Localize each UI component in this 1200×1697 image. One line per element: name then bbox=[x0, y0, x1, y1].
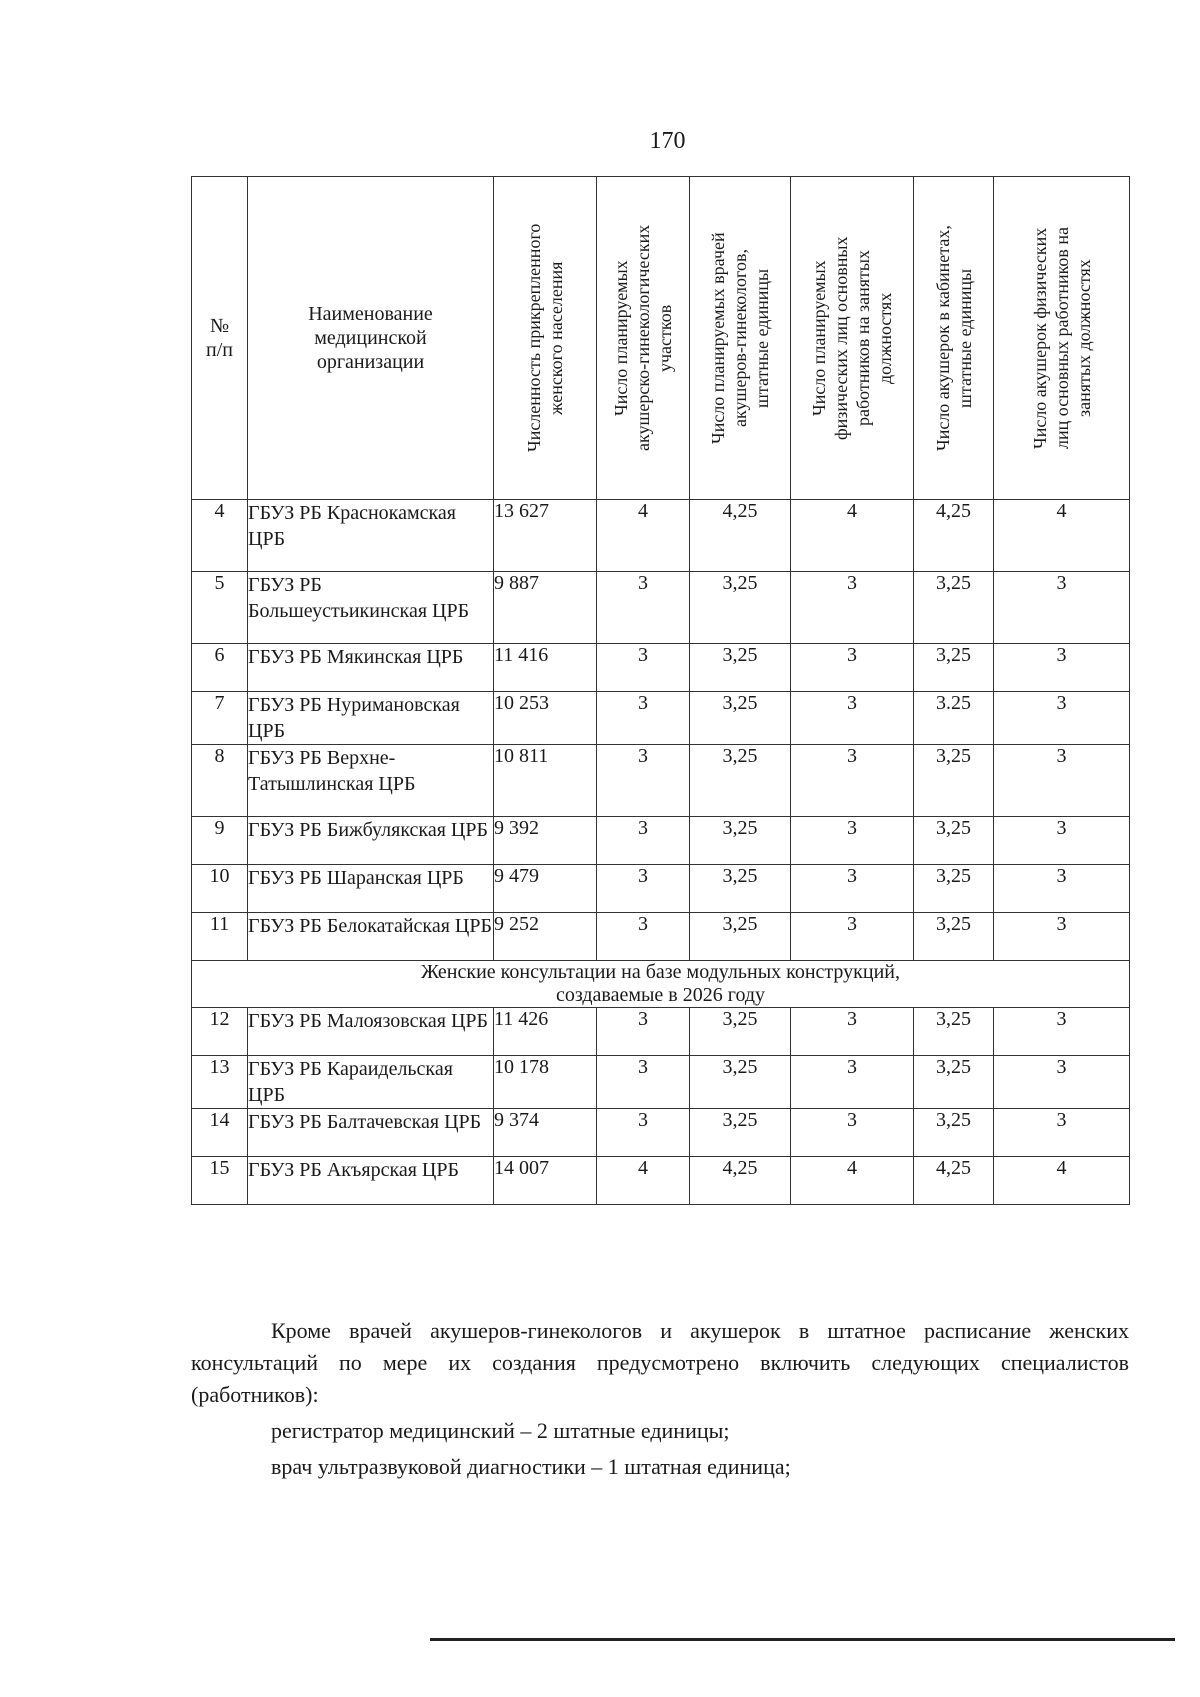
population-cell: 9 479 bbox=[494, 865, 597, 913]
midwives-units-cell: 3,25 bbox=[914, 817, 994, 865]
sites-cell: 4 bbox=[597, 1157, 690, 1205]
doctors-units-cell: 3,25 bbox=[690, 913, 791, 961]
sites-cell: 3 bbox=[597, 572, 690, 644]
organization-name: ГБУЗ РБ Бижбулякская ЦРБ bbox=[248, 817, 494, 865]
row-number: 14 bbox=[192, 1109, 248, 1157]
table-row bbox=[192, 913, 1130, 961]
midwives-units-cell: 3,25 bbox=[914, 913, 994, 961]
midwives-persons-cell: 3 bbox=[994, 865, 1130, 913]
table-row bbox=[192, 745, 1130, 817]
doctors-persons-cell: 3 bbox=[791, 692, 914, 745]
organization-name: ГБУЗ РБ Мякинская ЦРБ bbox=[248, 644, 494, 692]
sites-cell: 3 bbox=[597, 913, 690, 961]
table-row bbox=[192, 817, 1130, 865]
table-row bbox=[192, 500, 1130, 572]
doctors-units-cell: 3,25 bbox=[690, 644, 791, 692]
doctors-persons-cell: 3 bbox=[791, 865, 914, 913]
midwives-persons-cell: 3 bbox=[994, 1008, 1130, 1056]
population-cell: 9 887 bbox=[494, 572, 597, 644]
population-cell: 14 007 bbox=[494, 1157, 597, 1205]
doctors-persons-cell: 3 bbox=[791, 1109, 914, 1157]
doctors-persons-cell: 4 bbox=[791, 500, 914, 572]
population-cell: 11 416 bbox=[494, 644, 597, 692]
list-item: врач ультразвуковой диагностики – 1 штатная единица; bbox=[271, 1454, 791, 1479]
doctors-units-cell: 3,25 bbox=[690, 817, 791, 865]
header-sites: Число планируемых акушерско-гинекологических участков bbox=[597, 177, 690, 500]
row-number: 7 bbox=[192, 692, 248, 745]
row-number: 13 bbox=[192, 1056, 248, 1109]
doctors-units-cell: 3,25 bbox=[690, 1008, 791, 1056]
doctors-units-cell: 4,25 bbox=[690, 500, 791, 572]
population-cell: 13 627 bbox=[494, 500, 597, 572]
midwives-persons-cell: 3 bbox=[994, 1109, 1130, 1157]
doctors-persons-cell: 3 bbox=[791, 817, 914, 865]
sites-cell: 3 bbox=[597, 644, 690, 692]
row-number: 15 bbox=[192, 1157, 248, 1205]
organization-name: ГБУЗ РБ Акъярская ЦРБ bbox=[248, 1157, 494, 1205]
doctors-units-cell: 4,25 bbox=[690, 1157, 791, 1205]
organization-name: ГБУЗ РБ Краснокамская ЦРБ bbox=[248, 500, 494, 572]
body-text bbox=[191, 1315, 1129, 1483]
table-body-b bbox=[192, 1008, 1130, 1205]
organization-name: ГБУЗ РБ Шаранская ЦРБ bbox=[248, 865, 494, 913]
doctors-units-cell: 3,25 bbox=[690, 745, 791, 817]
doctors-units-cell: 3,25 bbox=[690, 572, 791, 644]
table-body-a bbox=[192, 500, 1130, 961]
organization-name: ГБУЗ РБ Караидельская ЦРБ bbox=[248, 1056, 494, 1109]
header-midwives-persons: Число акушерок физических лиц основных работников на занятых должностях bbox=[994, 177, 1130, 500]
sites-cell: 3 bbox=[597, 817, 690, 865]
midwives-persons-cell: 3 bbox=[994, 745, 1130, 817]
midwives-units-cell: 3,25 bbox=[914, 865, 994, 913]
population-cell: 9 374 bbox=[494, 1109, 597, 1157]
doctors-persons-cell: 3 bbox=[791, 644, 914, 692]
table-row bbox=[192, 572, 1130, 644]
organization-name: ГБУЗ РБ Малоязовская ЦРБ bbox=[248, 1008, 494, 1056]
midwives-units-cell: 4,25 bbox=[914, 500, 994, 572]
section-row bbox=[192, 961, 1130, 1008]
section-title: Женские консультации на базе модульных конструкций, создаваемые в 2026 году bbox=[192, 961, 1130, 1008]
sites-cell: 3 bbox=[597, 1056, 690, 1109]
doctors-units-cell: 3,25 bbox=[690, 692, 791, 745]
row-number: 12 bbox=[192, 1008, 248, 1056]
organization-name: ГБУЗ РБ Балтачевская ЦРБ bbox=[248, 1109, 494, 1157]
midwives-persons-cell: 3 bbox=[994, 817, 1130, 865]
doctors-persons-cell: 3 bbox=[791, 1008, 914, 1056]
bottom-rule bbox=[430, 1638, 1175, 1641]
sites-cell: 4 bbox=[597, 500, 690, 572]
population-cell: 10 811 bbox=[494, 745, 597, 817]
doctors-persons-cell: 3 bbox=[791, 1056, 914, 1109]
doctors-units-cell: 3,25 bbox=[690, 1109, 791, 1157]
header-doctors-units: Число планируемых врачей акушеров-гинекологов, штатные единицы bbox=[690, 177, 791, 500]
doctors-persons-cell: 3 bbox=[791, 913, 914, 961]
midwives-persons-cell: 4 bbox=[994, 500, 1130, 572]
sites-cell: 3 bbox=[597, 692, 690, 745]
organization-name: ГБУЗ РБ Нуримановская ЦРБ bbox=[248, 692, 494, 745]
table-row bbox=[192, 1157, 1130, 1205]
header-name: Наименование медицинской организации bbox=[248, 177, 494, 500]
table-row bbox=[192, 644, 1130, 692]
staffing-table bbox=[191, 176, 1130, 1205]
table-row bbox=[192, 865, 1130, 913]
doctors-persons-cell: 4 bbox=[791, 1157, 914, 1205]
midwives-units-cell: 3,25 bbox=[914, 1109, 994, 1157]
midwives-persons-cell: 4 bbox=[994, 1157, 1130, 1205]
table-row bbox=[192, 692, 1130, 745]
staffing-paragraph: Кроме врачей акушеров-гинекологов и акушерок в штатное расписание женских консультаций по мере их создания предусмотрено включить следующих специалистов (работников): bbox=[191, 1318, 1129, 1407]
sites-cell: 3 bbox=[597, 745, 690, 817]
table-row bbox=[192, 1008, 1130, 1056]
doctors-units-cell: 3,25 bbox=[690, 1056, 791, 1109]
header-num: № п/п bbox=[192, 177, 248, 500]
list-item: регистратор медицинский – 2 штатные единицы; bbox=[271, 1418, 730, 1443]
row-number: 10 bbox=[192, 865, 248, 913]
table-section bbox=[192, 961, 1130, 1008]
table-row bbox=[192, 1109, 1130, 1157]
row-number: 5 bbox=[192, 572, 248, 644]
doctors-persons-cell: 3 bbox=[791, 745, 914, 817]
table-row bbox=[192, 1056, 1130, 1109]
sites-cell: 3 bbox=[597, 1008, 690, 1056]
midwives-units-cell: 4,25 bbox=[914, 1157, 994, 1205]
population-cell: 10 253 bbox=[494, 692, 597, 745]
midwives-persons-cell: 3 bbox=[994, 644, 1130, 692]
organization-name: ГБУЗ РБ Белокатайская ЦРБ bbox=[248, 913, 494, 961]
row-number: 9 bbox=[192, 817, 248, 865]
header-doctors-persons: Число планируемых физических лиц основных работников на занятых должностях bbox=[791, 177, 914, 500]
midwives-units-cell: 3,25 bbox=[914, 745, 994, 817]
midwives-units-cell: 3,25 bbox=[914, 572, 994, 644]
population-cell: 9 252 bbox=[494, 913, 597, 961]
midwives-persons-cell: 3 bbox=[994, 572, 1130, 644]
organization-name: ГБУЗ РБ Верхне-Татышлинская ЦРБ bbox=[248, 745, 494, 817]
row-number: 11 bbox=[192, 913, 248, 961]
table-header-row bbox=[192, 177, 1130, 500]
midwives-persons-cell: 3 bbox=[994, 1056, 1130, 1109]
population-cell: 9 392 bbox=[494, 817, 597, 865]
midwives-persons-cell: 3 bbox=[994, 692, 1130, 745]
header-population: Численность прикрепленного женского населения bbox=[494, 177, 597, 500]
midwives-units-cell: 3,25 bbox=[914, 1008, 994, 1056]
midwives-units-cell: 3.25 bbox=[914, 692, 994, 745]
midwives-persons-cell: 3 bbox=[994, 913, 1130, 961]
population-cell: 10 178 bbox=[494, 1056, 597, 1109]
sites-cell: 3 bbox=[597, 1109, 690, 1157]
row-number: 8 bbox=[192, 745, 248, 817]
doctors-units-cell: 3,25 bbox=[690, 865, 791, 913]
sites-cell: 3 bbox=[597, 865, 690, 913]
row-number: 4 bbox=[192, 500, 248, 572]
doctors-persons-cell: 3 bbox=[791, 572, 914, 644]
header-midwives-units: Число акушерок в кабинетах, штатные единицы bbox=[914, 177, 994, 500]
population-cell: 11 426 bbox=[494, 1008, 597, 1056]
organization-name: ГБУЗ РБ Большеустьикинская ЦРБ bbox=[248, 572, 494, 644]
page-number: 170 bbox=[649, 128, 686, 154]
midwives-units-cell: 3,25 bbox=[914, 644, 994, 692]
row-number: 6 bbox=[192, 644, 248, 692]
midwives-units-cell: 3,25 bbox=[914, 1056, 994, 1109]
